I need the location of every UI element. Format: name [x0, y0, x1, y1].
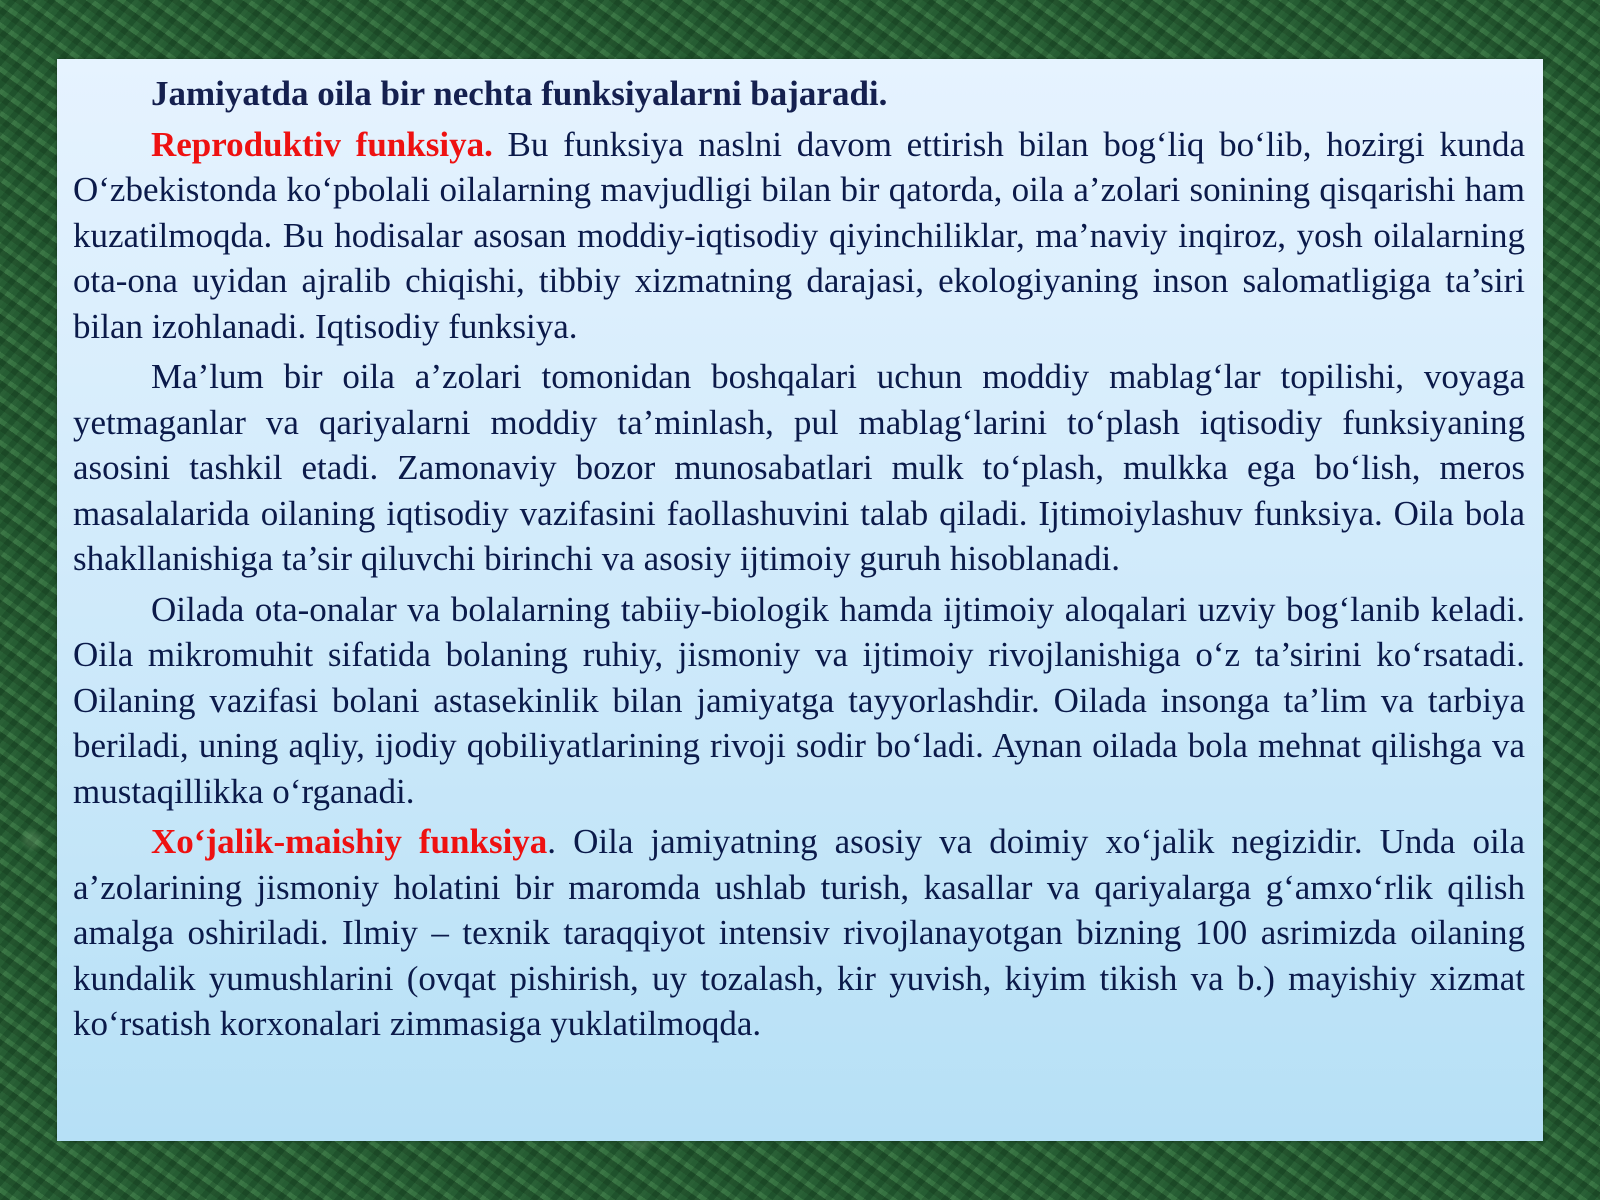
paragraph-reproductive — [73, 122, 1525, 350]
paragraph-economic — [73, 354, 1525, 582]
text-panel — [57, 59, 1543, 1141]
paragraph-household — [73, 819, 1525, 1047]
paragraph-text: . Oila jamiyatning asosiy va doimiy xo‘jalik negizidir. Unda oila a’zolarining jismoniy holatini bir maromda ushlab turish, kasallar va qariyalarga g‘amxo‘rlik qilish amalga oshiriladi. Ilmiy – texnik taraqqiyot intensiv rivojlanayotgan bizning 100 asrimizda oilaning kundalik yumushlarini (ovqat pishirish, uy tozalash, kir yuvish, kiyim tikish va b.) mayishiy xizmat ko‘rsatish korxonalari zimmasiga yuklatilmoqda. — [73, 822, 1525, 1043]
paragraph-socialization — [73, 587, 1525, 815]
paragraph-text: Oilada ota-onalar va bolalarning tabiiy-biologik hamda ijtimoiy aloqalari uzviy bog‘lanib keladi. Oila mikromuhit sifatida bolaning ruhiy, jismoniy va ijtimoiy rivojlanishiga o‘z ta’sirini ko‘rsatadi. Oilaning vazifasi bolani astasekinlik bilan jamiyatga tayyorlashdir. Oilada insonga ta’lim va tarbiya beriladi, uning aqliy, ijodiy qobiliyatlarining rivoji sodir bo‘ladi. Aynan oilada bola mehnat qilishga va mustaqillikka o‘rganadi. — [73, 589, 1525, 811]
paragraph-text: Ma’lum bir oila a’zolari tomonidan boshqalari uchun moddiy mablag‘lar topilishi, voyaga yetmaganlar va qariyalarni moddiy ta’minlash, pul mablag‘larini to‘plash iqtisodiy funksiyaning asosini tashkil etadi. Zamonaviy bozor munosabatlari mulk to‘plash, mulkka ega bo‘lish, meros masalalarida oilaning iqtisodiy vazifasini faollashuvini talab qiladi. Ijtimoiylashuv funksiya. Oila bola shakllanishiga ta’sir qiluvchi birinchi va asosiy ijtimoiy guruh hisoblanadi. — [73, 357, 1525, 578]
term-household: Xo‘jalik-maishiy funksiya — [151, 822, 548, 861]
term-reproductive: Reproduktiv funksiya. — [151, 124, 493, 164]
paragraph-text: Bu funksiya naslni davom ettirish bilan bog‘liq bo‘lib, hozirgi kunda O‘zbekistonda ko‘pbolali oilalarning mavjudligi bilan bir qatorda, oila a’zolari sonining qisqarishi ham kuzatilmoqda. Bu hodisalar asosan moddiy-iqtisodiy qiyinchiliklar, ma’naviy inqiroz, yosh oilalarning ota-ona uyidan ajralib chiqishi, tibbiy xizmatning darajasi, ekologiyaning inson salomatligiga ta’siri bilan izohlanadi. Iqtisodiy funksiya. — [73, 124, 1525, 346]
heading: Jamiyatda oila bir nechta funksiyalarni bajaradi. — [151, 74, 888, 113]
